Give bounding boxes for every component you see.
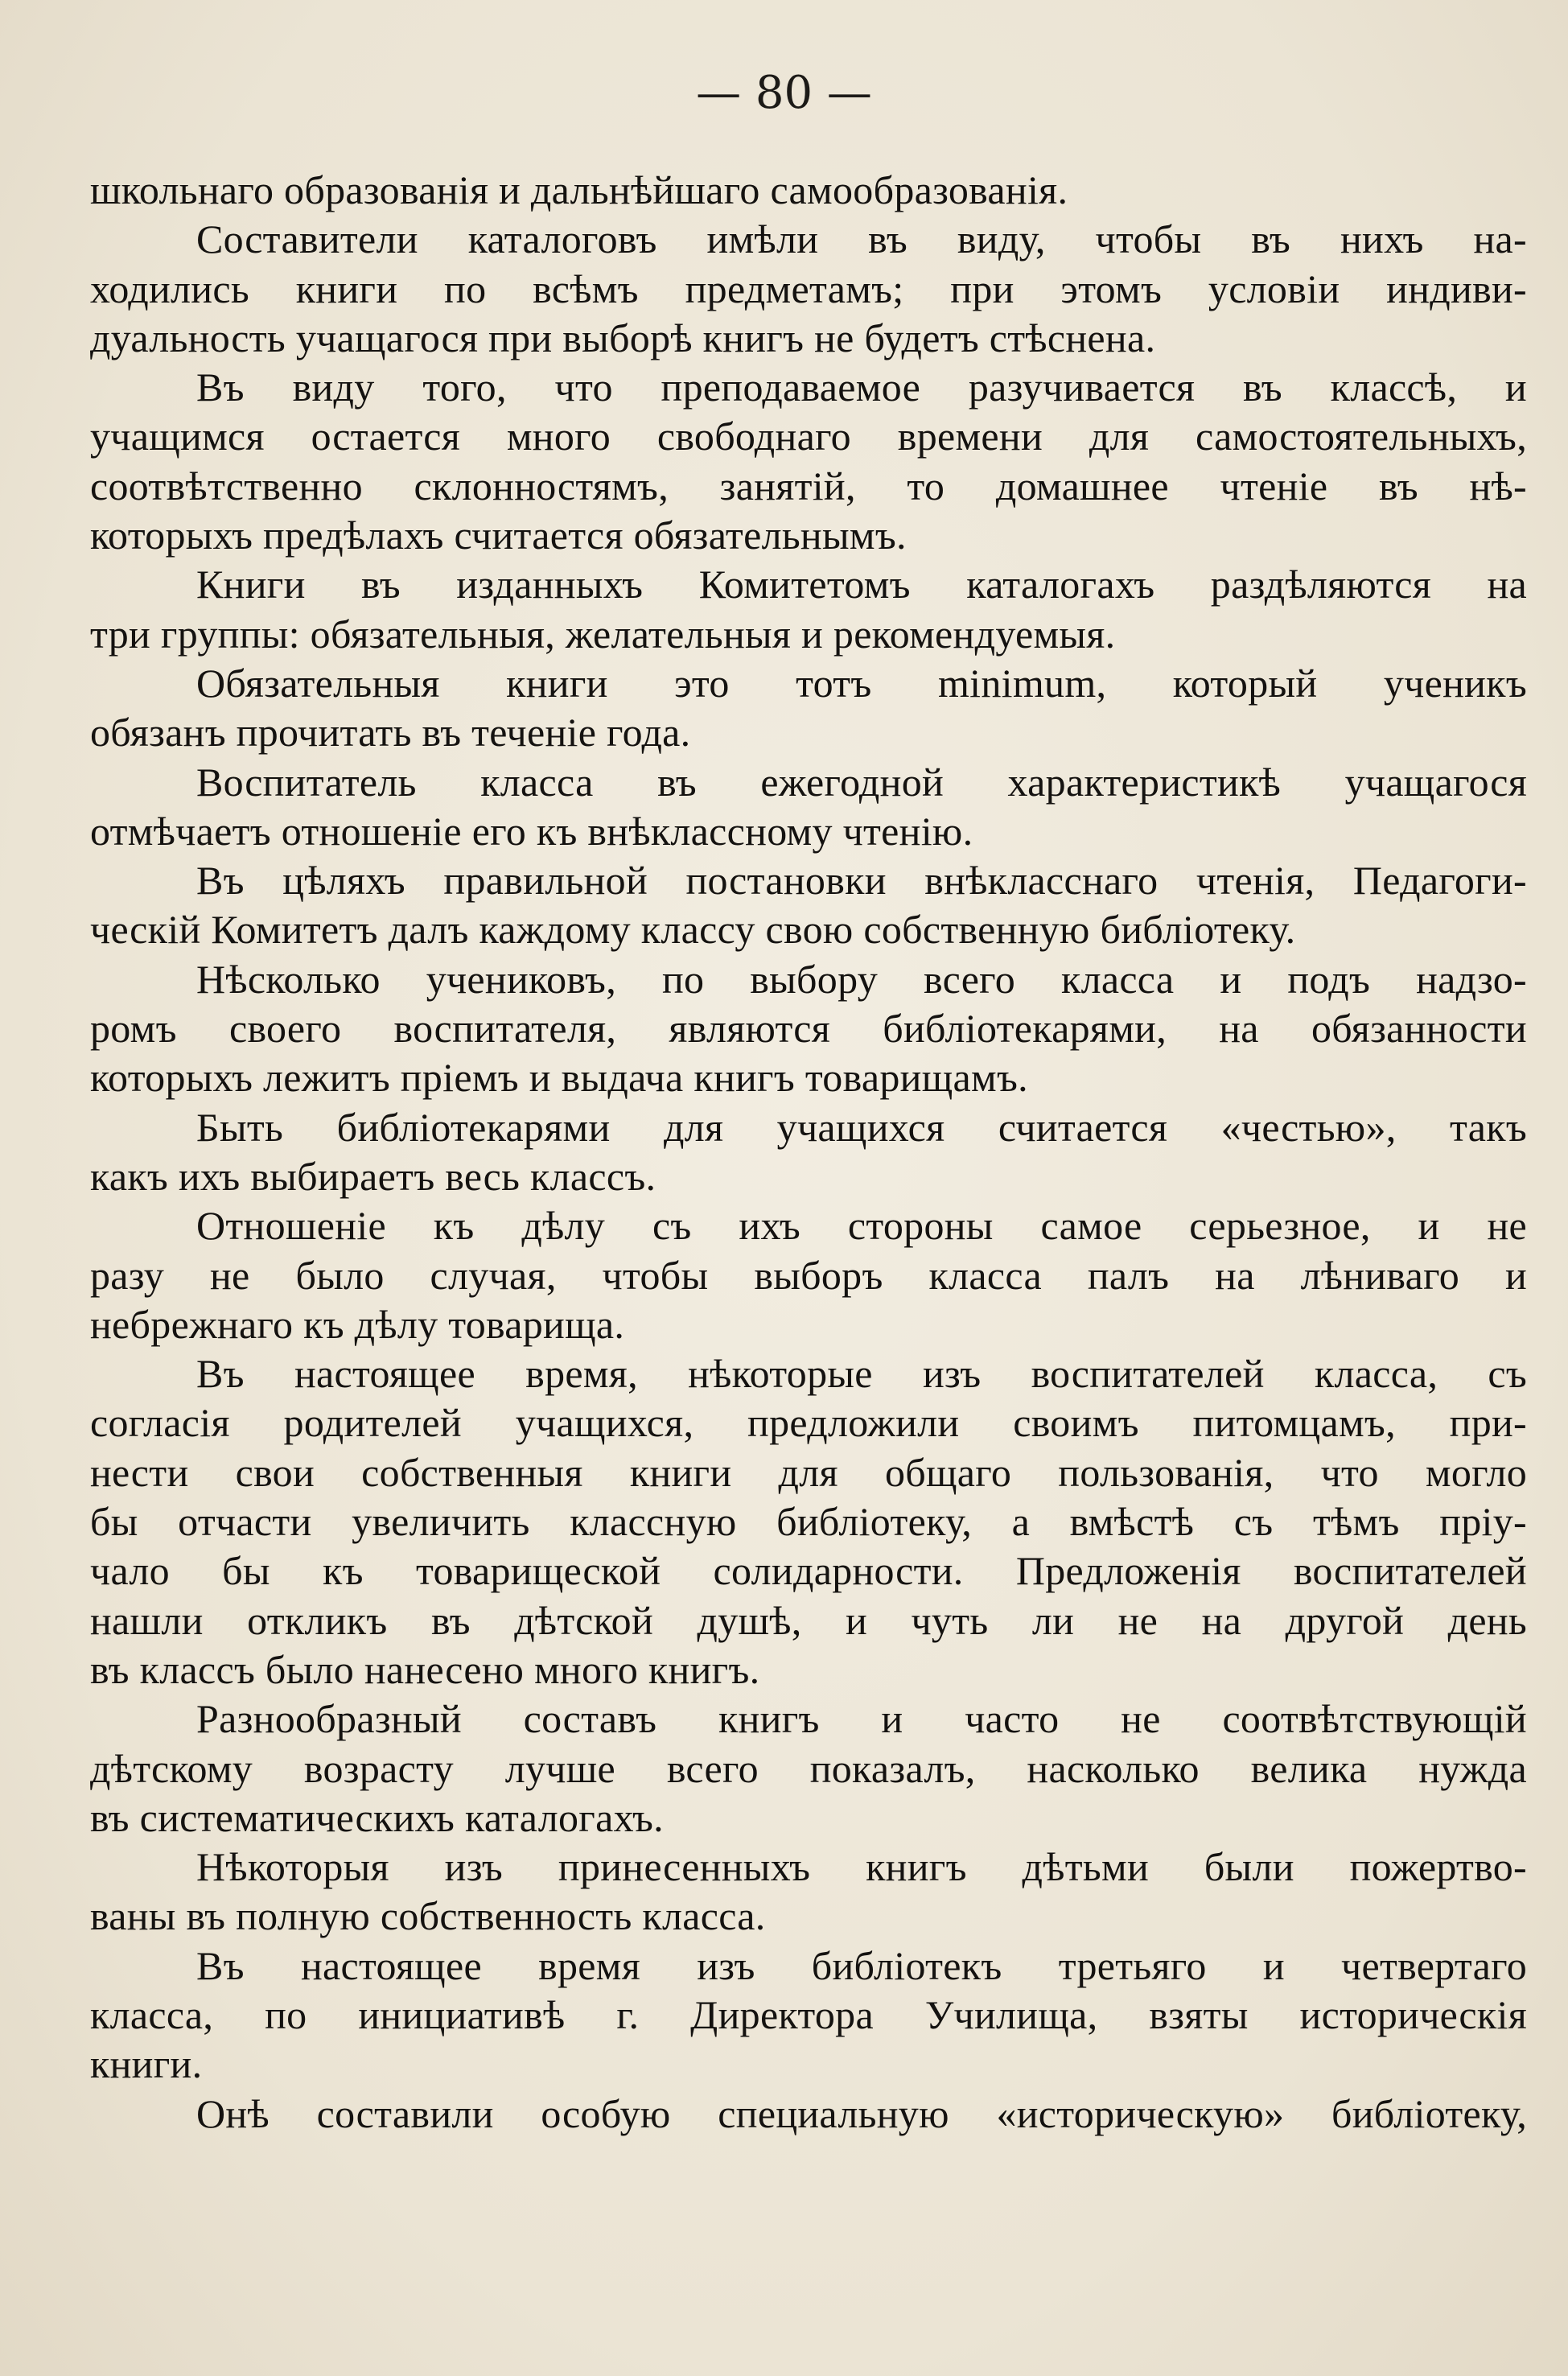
paragraph: [90, 1843, 1527, 1942]
text-line: Книги въ изданныхъ Комитетомъ каталогахъ раздѣляются на: [196, 562, 1527, 607]
text-line: въ классъ было нанесено много книгъ.: [90, 1646, 760, 1692]
paragraph: [90, 215, 1527, 363]
text-line: книги.: [90, 2041, 203, 2087]
text-line: нашли откликъ въ дѣтской душѣ, и чуть ли не на другой день: [90, 1597, 1527, 1643]
paragraph: [90, 659, 1527, 758]
paragraph: [90, 363, 1527, 560]
text-line: разу не было случая, чтобы выборъ класса палъ на лѣниваго и: [90, 1252, 1527, 1298]
text-line: Нѣкоторыя изъ принесенныхъ книгъ дѣтьми были пожертво-: [196, 1844, 1527, 1890]
paragraph: [90, 1942, 1527, 2090]
text-line: ромъ своего воспитателя, являются библіотекарями, на обязанности: [90, 1006, 1527, 1052]
paragraph: [90, 1103, 1527, 1202]
text-line: школьнаго образованія и дальнѣйшаго самообразованія.: [90, 167, 1068, 212]
text-line: обязанъ прочитать въ теченіе года.: [90, 710, 691, 756]
paragraph: [90, 1349, 1527, 1694]
text-line: класса, по инициативѣ г. Директора Училища, взяты историческія: [90, 1991, 1527, 2037]
text-line: дѣтскому возрасту лучше всего показалъ, насколько велика нужда: [90, 1745, 1527, 1791]
paragraph: [90, 560, 1527, 659]
text-line: какъ ихъ выбираетъ весь классъ.: [90, 1153, 656, 1199]
paragraph: [90, 2090, 1527, 2139]
text-line: Отношеніе къ дѣлу съ ихъ стороны самое серьезное, и не: [196, 1203, 1527, 1249]
text-line: Нѣсколько учениковъ, по выбору всего класса и подъ надзо-: [196, 956, 1527, 1002]
text-line: Составители каталоговъ имѣли въ виду, чтобы въ нихъ на-: [196, 216, 1527, 262]
text-line: бы отчасти увеличить классную библіотеку, а вмѣстѣ съ тѣмъ пріу-: [90, 1499, 1527, 1545]
text-line: Разнообразный составъ книгъ и часто не соотвѣтствующій: [196, 1696, 1527, 1742]
text-line: небрежнаго къ дѣлу товарища.: [90, 1301, 625, 1347]
text-line: Быть библіотекарями для учащихся считается «честью», такъ: [196, 1104, 1527, 1150]
text-line: которыхъ предѣлахъ считается обязательнымъ.: [90, 513, 907, 558]
body-text: [90, 166, 1527, 2139]
paragraph: [90, 758, 1527, 857]
text-line: Въ настоящее время, нѣкоторые изъ воспитателей класса, съ: [196, 1351, 1527, 1397]
text-line: въ систематическихъ каталогахъ.: [90, 1794, 664, 1840]
text-line: Обязательныя книги это тотъ minimum, который ученикъ: [196, 660, 1527, 706]
text-line: которыхъ лежитъ пріемъ и выдача книгъ товарищамъ.: [90, 1055, 1028, 1101]
text-line: чало бы къ товарищеской солидарности. Предложенія воспитателей: [90, 1548, 1527, 1594]
text-line: соотвѣтственно склонностямъ, занятій, то домашнее чтеніе въ нѣ-: [90, 463, 1527, 509]
text-line: ческій Комитетъ далъ каждому классу свою собственную библіотеку.: [90, 907, 1296, 953]
text-line: нести свои собственныя книги для общаго пользованія, что могло: [90, 1449, 1527, 1495]
paragraph: [90, 1694, 1527, 1843]
paragraph: [90, 1201, 1527, 1349]
text-line: три группы: обязательныя, желательныя и рекомендуемыя.: [90, 611, 1116, 657]
text-line: дуальность учащагося при выборѣ книгъ не будетъ стѣснена.: [90, 315, 1156, 360]
text-line: ходились книги по всѣмъ предметамъ; при этомъ условіи индиви-: [90, 266, 1527, 311]
text-line: Въ настоящее время изъ библіотекъ третьяго и четвертаго: [196, 1942, 1527, 1988]
paragraph: [90, 955, 1527, 1103]
text-line: Въ виду того, что преподаваемое разучивается въ классѣ, и: [196, 364, 1527, 410]
text-line: Въ цѣляхъ правильной постановки внѣкласснаго чтенія, Педагоги-: [196, 858, 1527, 904]
page-number: — 80 —: [696, 67, 872, 119]
text-line: отмѣчаетъ отношеніе его къ внѣклассному чтенію.: [90, 808, 973, 854]
paragraph: [90, 856, 1527, 955]
text-line: согласія родителей учащихся, предложили своимъ питомцамъ, при-: [90, 1400, 1527, 1446]
paragraph: [90, 166, 1527, 215]
text-line: Воспитатель класса въ ежегодной характеристикѣ учащагося: [196, 759, 1527, 805]
text-line: учащимся остается много свободнаго времени для самостоятельныхъ,: [90, 414, 1527, 459]
text-line: ваны въ полную собственность класса.: [90, 1893, 766, 1939]
text-line: Онѣ составили особую специальную «историческую» библіотеку,: [196, 2090, 1527, 2136]
